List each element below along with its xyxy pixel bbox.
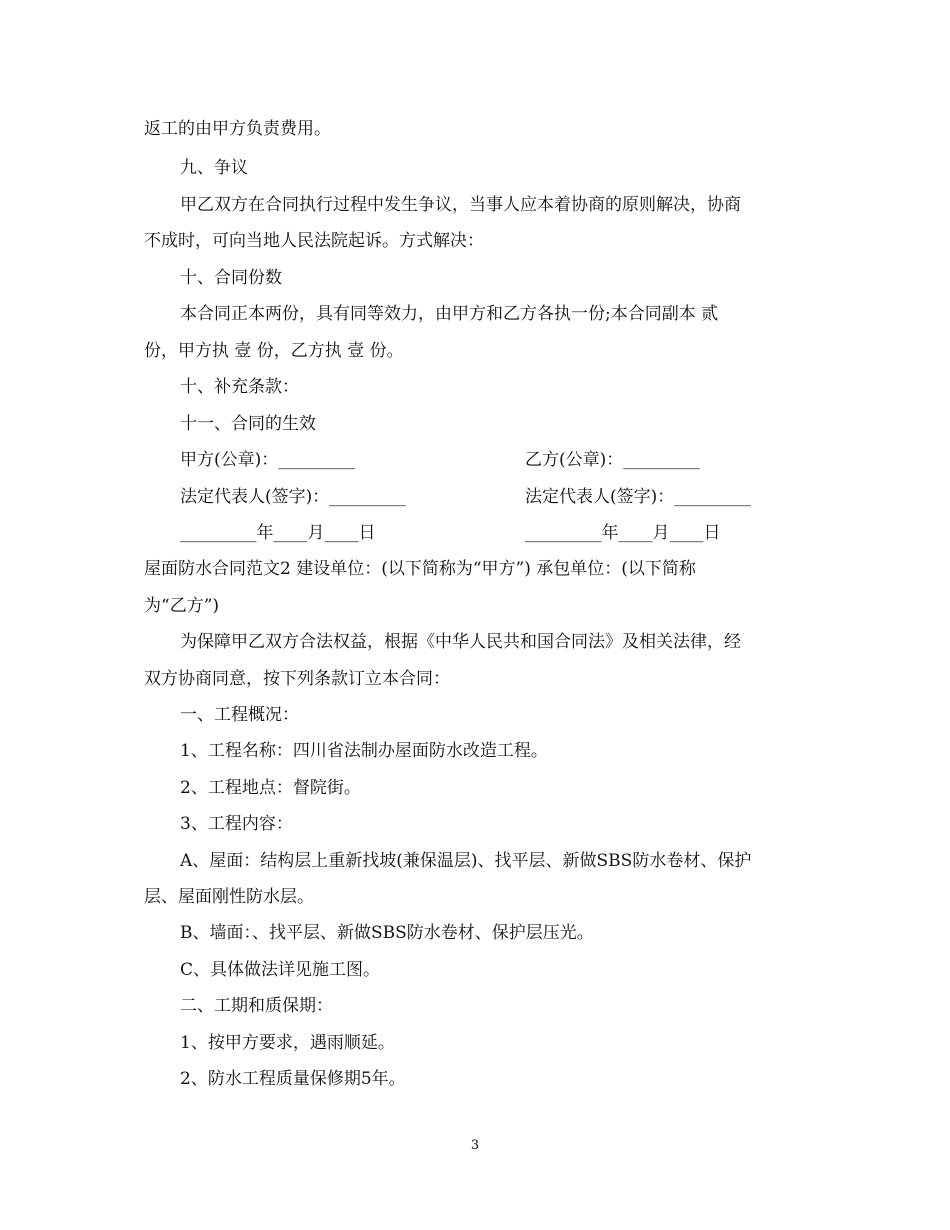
- section-heading: 二、工期和质保期：: [180, 996, 333, 1016]
- party-a-seal-line: 甲方(公章)：_________: [180, 450, 355, 470]
- paragraph-line: 份，甲方执 壹 份，乙方执 壹 份。: [144, 341, 404, 361]
- party-b-seal-line: 乙方(公章)：_________: [525, 450, 700, 470]
- page-number: 3: [470, 1138, 480, 1153]
- paragraph-line: 层、屋面刚性防水层。: [144, 887, 314, 907]
- paragraph-line: 返工的由甲方负责费用。: [144, 119, 331, 139]
- paragraph-line: 为“乙方”): [144, 596, 220, 616]
- paragraph-line: 不成时，可向当地人民法院起诉。方式解决：: [144, 231, 484, 251]
- party-b-representative-line: 法定代表人(签字)：_________: [525, 487, 751, 507]
- section-heading: 十一、合同的生效: [180, 414, 316, 434]
- paragraph-line: 2、工程地点：督院街。: [180, 778, 361, 798]
- party-a-representative-line: 法定代表人(签字)：_________: [180, 487, 406, 507]
- paragraph-line: 为保障甲乙双方合法权益，根据《中华人民共和国合同法》及相关法律，经: [180, 632, 741, 652]
- paragraph-line: 甲乙双方在合同执行过程中发生争议，当事人应本着协商的原则解决，协商: [180, 195, 741, 215]
- section-heading: 十、补充条款：: [180, 377, 299, 397]
- section-heading: 九、争议: [180, 158, 248, 178]
- paragraph-line: 本合同正本两份，具有同等效力，由甲方和乙方各执一份;本合同副本 贰: [180, 304, 719, 324]
- paragraph-line: 3、工程内容：: [180, 814, 293, 834]
- paragraph-line: 1、工程名称：四川省法制办屋面防水改造工程。: [180, 741, 548, 761]
- paragraph-line: 1、按甲方要求，遇雨顺延。: [180, 1033, 395, 1053]
- paragraph-line: 2、防水工程质量保修期5年。: [180, 1069, 406, 1089]
- section-heading: 十、合同份数: [180, 268, 282, 288]
- paragraph-line: C、具体做法详见施工图。: [180, 960, 381, 980]
- party-a-date-line: _________年____月____日: [180, 523, 376, 543]
- paragraph-line: A、屋面：结构层上重新找坡(兼保温层)、找平层、新做SBS防水卷材、保护: [180, 851, 752, 871]
- party-b-date-line: _________年____月____日: [525, 523, 721, 543]
- paragraph-line: 双方协商同意，按下列条款订立本合同：: [144, 669, 450, 689]
- paragraph-line: 屋面防水合同范文2 建设单位：(以下简称为“甲方”) 承包单位：(以下简称: [144, 559, 696, 579]
- paragraph-line: B、墙面：、找平层、新做SBS防水卷材、保护层压光。: [180, 923, 594, 943]
- section-heading: 一、工程概况：: [180, 705, 299, 725]
